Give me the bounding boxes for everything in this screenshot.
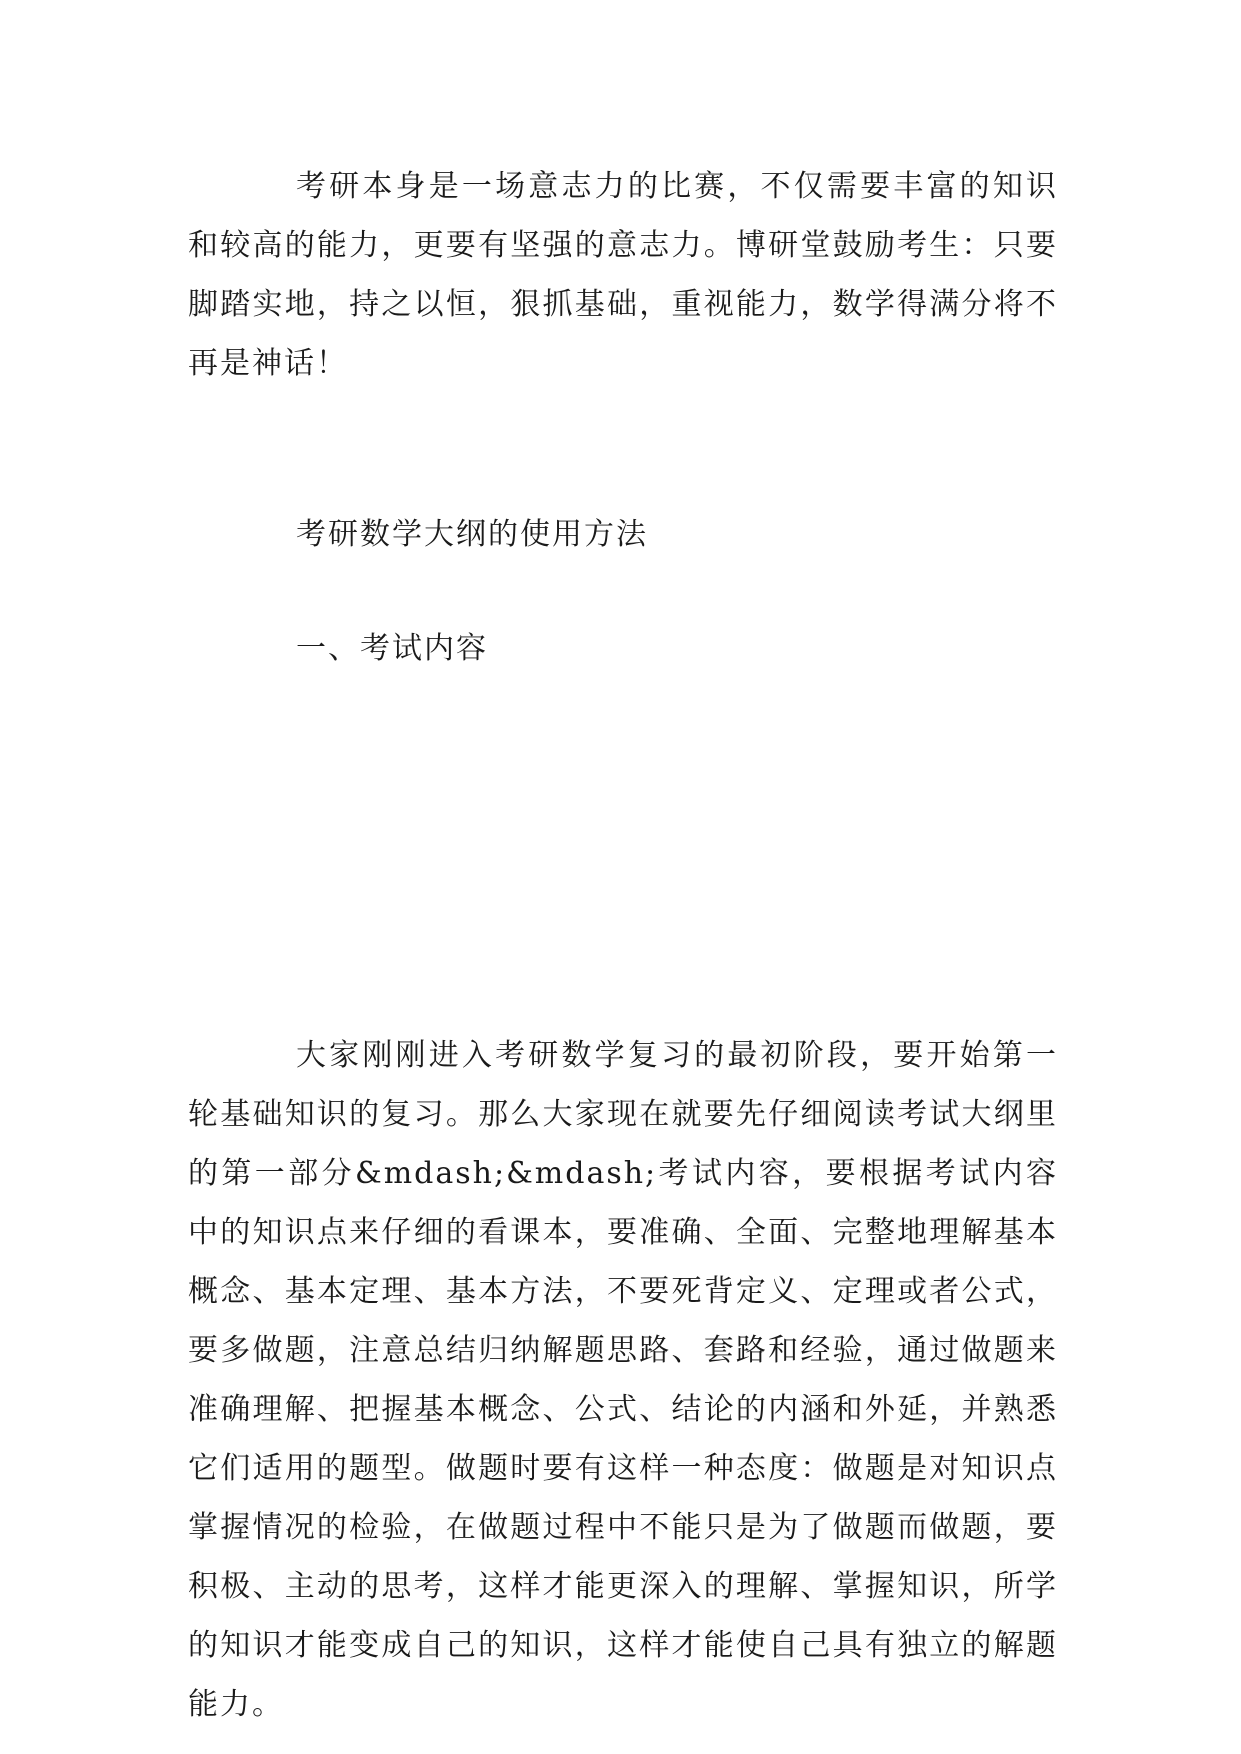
- intro-paragraph: 考研本身是一场意志力的比赛，不仅需要丰富的知识和较高的能力，更要有坚强的意志力。博研堂鼓励考生：只要脚踏实地，持之以恒，狠抓基础，重视能力，数学得满分将不再是神话！: [188, 169, 1058, 381]
- document-title: 考研数学大纲的使用方法: [296, 517, 648, 552]
- section-heading: 一、考试内容: [296, 631, 488, 666]
- body-paragraph: 大家刚刚进入考研数学复习的最初阶段，要开始第一轮基础知识的复习。那么大家现在就要先仔细阅读考试大纲里的第一部分&mdash;&mdash;考试内容，要根据考试内容中的知识点来仔细的看课本，要准确、全面、完整地理解基本概念、基本定理、基本方法，不要死背定义、定理或者公式，要多做题，注意总结归纳解题思路、套路和经验，通过做题来准确理解、把握基本概念、公式、结论的内涵和外延，并熟悉它们适用的题型。做题时要有这样一种态度：做题是对知识点掌握情况的检验，在做题过程中不能只是为了做题而做题，要积极、主动的思考，这样才能更深入的理解、掌握知识，所学的知识才能变成自己的知识，这样才能使自己具有独立的解题能力。: [188, 1038, 1058, 1722]
